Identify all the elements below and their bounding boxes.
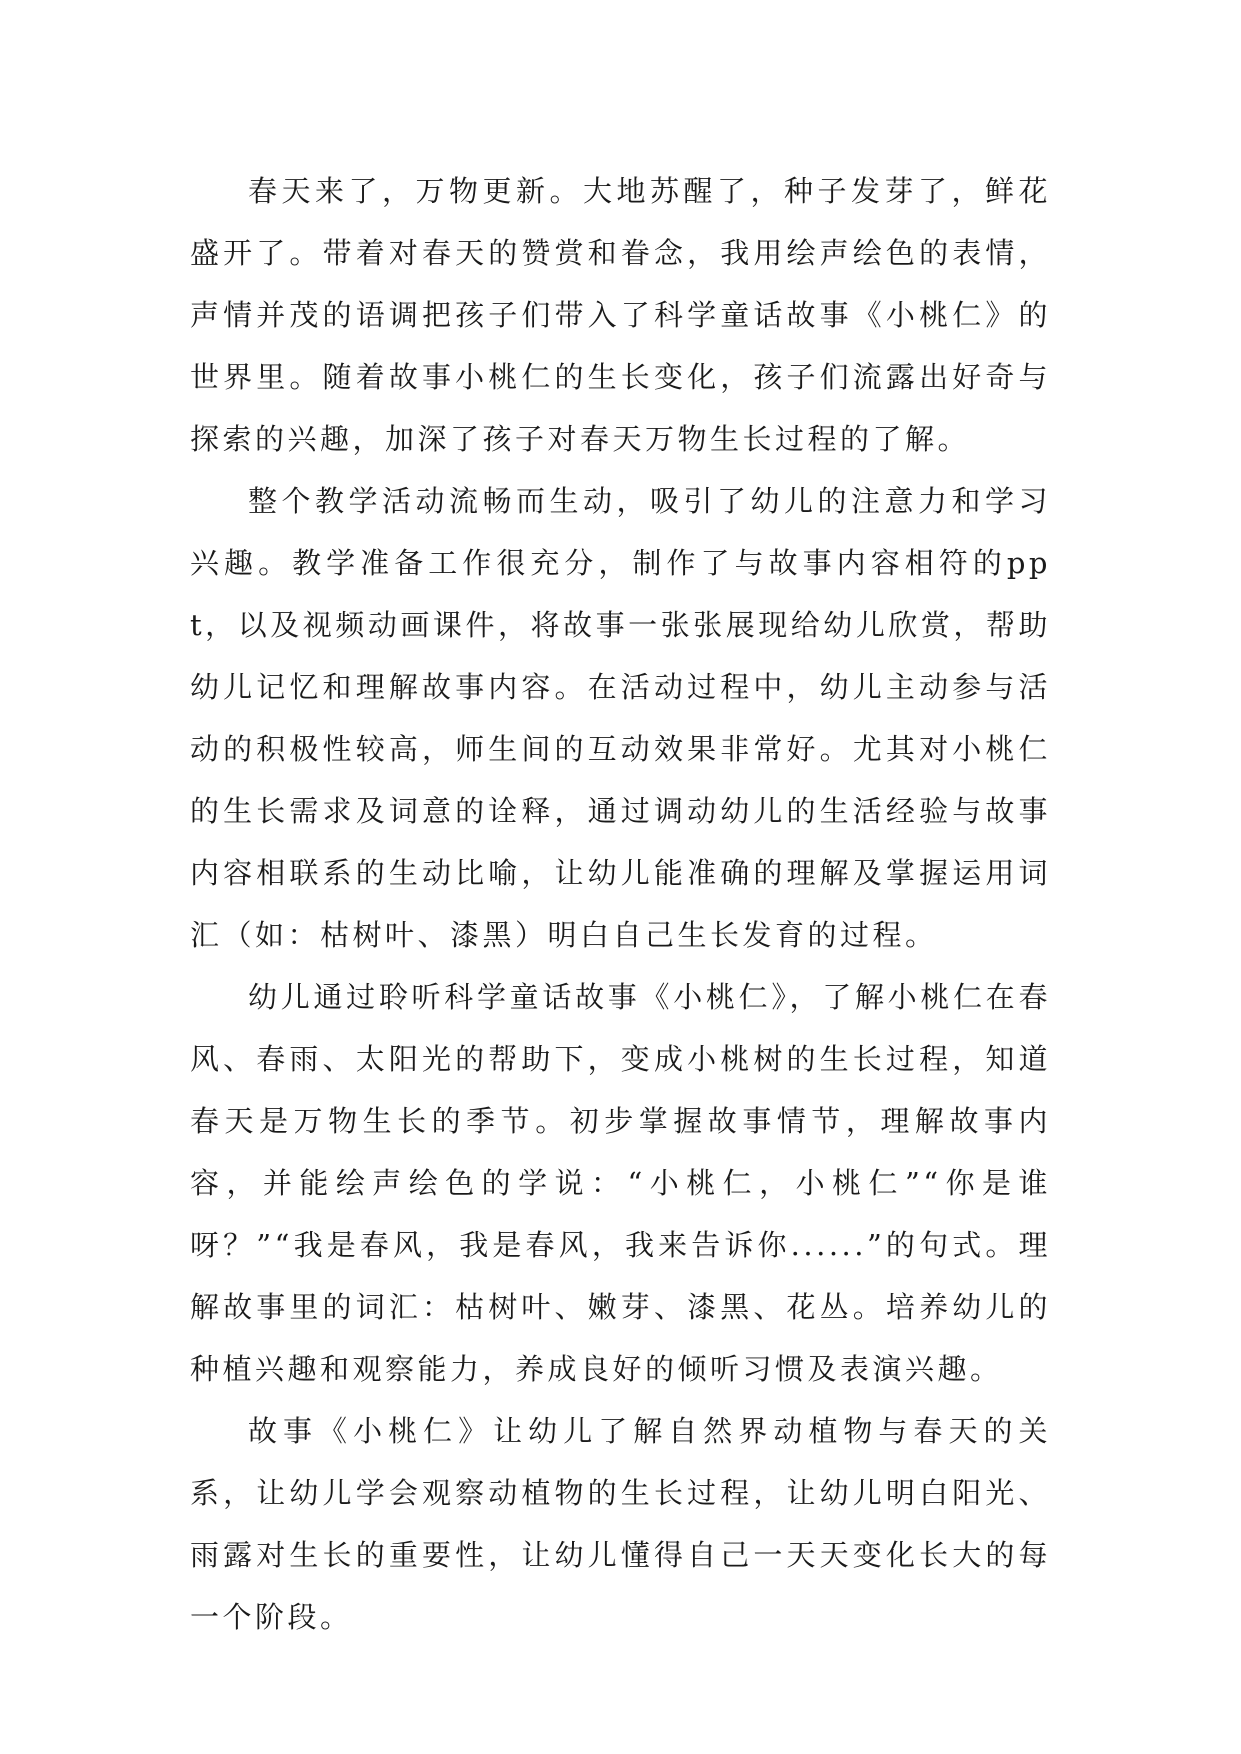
paragraph-learning-goals: 幼儿通过聆听科学童话故事《小桃仁》，了解小桃仁在春风、春雨、太阳光的帮助下，变成小桃树的生长过程，知道春天是万物生长的季节。初步掌握故事情节，理解故事内容，并能绘声绘色的学说：“小桃仁，小桃仁”“你是谁呀？”“我是春风，我是春风，我来告诉你......”的句式。理解故事里的词汇：枯树叶、嫩芽、漆黑、花丛。培养幼儿的种植兴趣和观察能力，养成良好的倾听习惯及表演兴趣。 [190, 980, 1051, 1386]
paragraph-teaching-activity: 整个教学活动流畅而生动，吸引了幼儿的注意力和学习兴趣。教学准备工作很充分，制作了与故事内容相符的ppt，以及视频动画课件，将故事一张张展现给幼儿欣赏，帮助幼儿记忆和理解故事内容。在活动过程中，幼儿主动参与活动的积极性较高，师生间的互动效果非常好。尤其对小桃仁的生长需求及词意的诠释，通过调动幼儿的生活经验与故事内容相联系的生动比喻，让幼儿能准确的理解及掌握运用词汇（如：枯树叶、漆黑）明白自己生长发育的过程。 [190, 484, 1051, 952]
paragraph-conclusion: 故事《小桃仁》让幼儿了解自然界动植物与春天的关系，让幼儿学会观察动植物的生长过程，让幼儿明白阳光、雨露对生长的重要性，让幼儿懂得自己一天天变化长大的每一个阶段。 [190, 1414, 1051, 1634]
document-body [190, 160, 1051, 1648]
paragraph-spring-story: 春天来了，万物更新。大地苏醒了，种子发芽了，鲜花盛开了。带着对春天的赞赏和眷念，我用绘声绘色的表情，声情并茂的语调把孩子们带入了科学童话故事《小桃仁》的世界里。随着故事小桃仁的生长变化，孩子们流露出好奇与探索的兴趣，加深了孩子对春天万物生长过程的了解。 [190, 174, 1051, 456]
